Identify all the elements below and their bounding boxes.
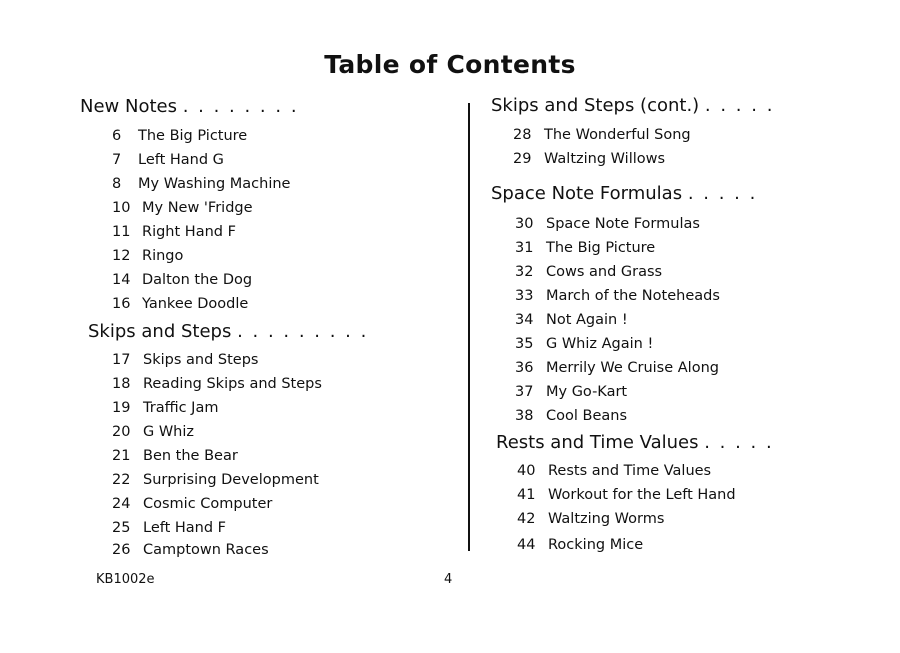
entry-page: 40 — [517, 463, 536, 479]
leader-dots: . . . . . — [704, 432, 774, 453]
leader-dots: . . . . . — [704, 95, 775, 116]
list-item — [112, 247, 183, 265]
entry-title: Yankee Doodle — [142, 296, 249, 312]
entry-title: The Big Picture — [546, 240, 656, 256]
section-heading-label: Rests and Time Values — [496, 432, 699, 453]
entry-page: 35 — [515, 336, 534, 352]
entry-title: Left Hand G — [138, 152, 224, 168]
list-item — [515, 215, 700, 233]
list-item — [513, 150, 665, 168]
list-item — [515, 407, 627, 425]
entry-title: Space Note Formulas — [546, 216, 700, 232]
entry-page: 37 — [515, 384, 534, 400]
entry-page: 36 — [515, 360, 534, 376]
entry-title: The Wonderful Song — [544, 127, 691, 143]
entry-title: Cows and Grass — [546, 264, 663, 280]
entry-title: Rocking Mice — [548, 537, 644, 553]
list-item — [515, 383, 627, 401]
entry-title: Traffic Jam — [143, 400, 219, 416]
list-item — [513, 126, 691, 144]
entry-title: G Whiz — [143, 424, 195, 440]
entry-page: 41 — [517, 487, 536, 503]
entry-page: 44 — [517, 537, 536, 553]
entry-page: 28 — [513, 127, 532, 143]
leader-dots: . . . . . . . . . — [237, 321, 369, 342]
entry-title: Rests and Time Values — [548, 463, 712, 479]
entry-title: Right Hand F — [142, 224, 236, 240]
section-heading-label: New Notes — [80, 96, 177, 117]
document-code: KB1002e — [96, 572, 155, 587]
entry-page: 17 — [112, 352, 131, 368]
entry-title: My Go-Kart — [546, 384, 628, 400]
section-heading-skips-and-steps — [88, 321, 368, 342]
entry-page: 25 — [112, 520, 131, 536]
entry-page: 31 — [515, 240, 534, 256]
list-item — [112, 295, 248, 313]
entry-page: 10 — [112, 200, 131, 216]
entry-page: 24 — [112, 496, 131, 512]
entry-title: Not Again ! — [546, 312, 628, 328]
page-number: 4 — [444, 572, 453, 587]
leader-dots: . . . . . — [687, 183, 758, 204]
list-item — [515, 311, 628, 329]
list-item — [112, 423, 194, 441]
section-heading-skips-and-steps-cont — [491, 95, 774, 116]
entry-title: Left Hand F — [143, 520, 227, 536]
entry-page: 16 — [112, 296, 131, 312]
list-item — [515, 287, 720, 305]
entry-title: Waltzing Willows — [544, 151, 666, 167]
entry-page: 11 — [112, 224, 131, 240]
entry-title: Ringo — [142, 248, 184, 264]
entry-page: 7 — [112, 152, 122, 168]
list-item — [112, 175, 290, 193]
section-heading-rests-and-time-values — [496, 432, 774, 453]
list-item — [517, 510, 664, 528]
entry-page: 22 — [112, 472, 131, 488]
list-item — [112, 495, 272, 513]
list-item — [112, 375, 322, 393]
entry-title: Skips and Steps — [143, 352, 259, 368]
entry-page: 30 — [515, 216, 534, 232]
entry-page: 20 — [112, 424, 131, 440]
entry-title: Cool Beans — [546, 408, 628, 424]
list-item — [112, 447, 238, 465]
entry-title: Reading Skips and Steps — [143, 376, 322, 392]
entry-title: Workout for the Left Hand — [548, 487, 736, 503]
entry-page: 12 — [112, 248, 131, 264]
list-item — [515, 239, 655, 257]
list-item — [112, 519, 226, 537]
entry-page: 21 — [112, 448, 131, 464]
list-item — [112, 151, 224, 169]
list-item — [112, 541, 269, 559]
entry-title: Camptown Races — [143, 542, 269, 558]
entry-title: Waltzing Worms — [548, 511, 665, 527]
entry-page: 19 — [112, 400, 131, 416]
entry-title: Merrily We Cruise Along — [546, 360, 719, 376]
list-item — [112, 271, 252, 289]
entry-page: 33 — [515, 288, 534, 304]
entry-title: The Big Picture — [138, 128, 248, 144]
page-title: Table of Contents — [324, 50, 576, 79]
list-item — [112, 399, 218, 417]
section-heading-label: Space Note Formulas — [491, 183, 683, 204]
list-item — [517, 486, 736, 504]
section-heading-label: Skips and Steps (cont.) — [491, 95, 700, 116]
entry-page: 32 — [515, 264, 534, 280]
list-item — [515, 335, 653, 353]
entry-title: Cosmic Computer — [143, 496, 273, 512]
entry-page: 6 — [112, 128, 122, 144]
list-item — [112, 471, 319, 489]
list-item — [517, 536, 643, 554]
section-heading-space-note-formulas — [491, 183, 757, 204]
entry-page: 18 — [112, 376, 131, 392]
list-item — [112, 199, 253, 217]
list-item — [112, 127, 247, 145]
entry-title: Dalton the Dog — [142, 272, 253, 288]
entry-title: My New 'Fridge — [142, 200, 253, 216]
entry-title: My Washing Machine — [138, 176, 291, 192]
list-item — [112, 223, 236, 241]
entry-title: Surprising Development — [143, 472, 319, 488]
section-heading-label: Skips and Steps — [88, 321, 232, 342]
column-divider — [468, 103, 470, 551]
entry-title: Ben the Bear — [143, 448, 238, 464]
entry-page: 42 — [517, 511, 536, 527]
list-item — [515, 359, 719, 377]
entry-page: 29 — [513, 151, 532, 167]
entry-title: G Whiz Again ! — [546, 336, 654, 352]
entry-page: 14 — [112, 272, 131, 288]
entry-page: 26 — [112, 542, 131, 558]
entry-page: 38 — [515, 408, 534, 424]
entry-page: 8 — [112, 176, 122, 192]
entry-page: 34 — [515, 312, 534, 328]
list-item — [517, 462, 711, 480]
leader-dots: . . . . . . . . — [182, 96, 299, 117]
entry-title: March of the Noteheads — [546, 288, 720, 304]
list-item — [515, 263, 662, 281]
list-item — [112, 351, 258, 369]
section-heading-new-notes — [80, 96, 299, 117]
